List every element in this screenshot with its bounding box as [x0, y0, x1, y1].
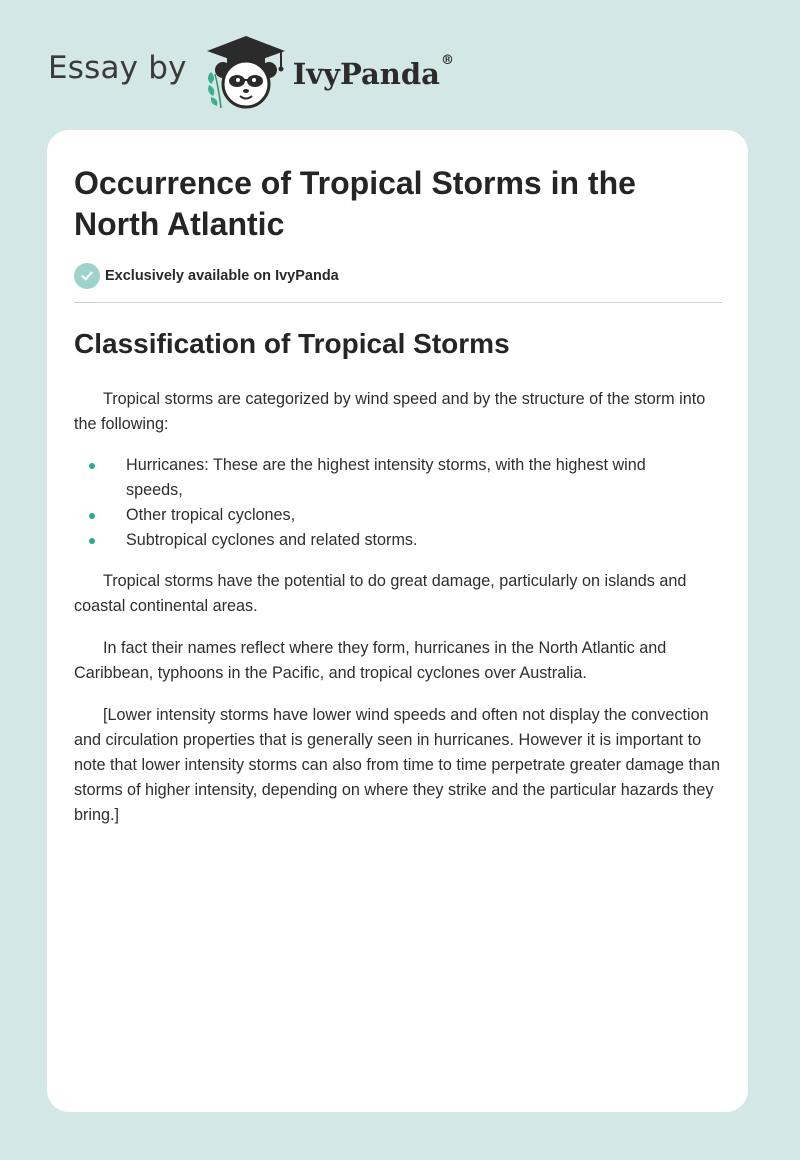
panda-graduate-logo-icon[interactable]: [203, 34, 289, 110]
exclusive-label: Exclusively available on IvyPanda: [105, 268, 339, 284]
intro-paragraph: Tropical storms are categorized by wind speed and by the structure of the storm into the following:: [74, 390, 706, 433]
list-item-text: Other tropical cyclones,: [126, 506, 296, 524]
brand-name[interactable]: [292, 53, 454, 91]
article-title: Occurrence of Tropical Storms in the North Atlantic: [74, 165, 636, 242]
list-item: [74, 453, 722, 503]
body-paragraph: In fact their names reflect where they form, hurricanes in the North Atlantic and Caribbean, typhoons in the Pacific, and tropical cyclones over Australia.: [74, 639, 667, 682]
registered-mark: ®: [440, 53, 454, 68]
list-item: [74, 503, 722, 528]
bullet-icon: [89, 538, 95, 544]
body-paragraph: [Lower intensity storms have lower wind speeds and often not display the convection and circulation properties that is generally seen in hurricanes. However it is important to note that lower intensity storms can also from time to time perpetrate greater damage than storms of higher intensity, depending on where they strike and the particular hazards they bring.]: [74, 706, 721, 824]
title-divider: [74, 302, 722, 303]
article-card: [47, 130, 748, 1112]
article-content: [47, 130, 748, 828]
body-paragraph: Tropical storms have the potential to do great damage, particularly on islands and coastal continental areas.: [74, 572, 687, 615]
brand-name-text: IvyPanda: [292, 57, 440, 91]
list-item-text: Subtropical cyclones and related storms.: [126, 531, 418, 549]
storm-types-list: [74, 453, 722, 553]
checkmark-icon: [74, 263, 100, 289]
essay-by-label: Essay by: [48, 50, 187, 86]
list-item: [74, 528, 722, 553]
bullet-icon: [89, 513, 95, 519]
bullet-icon: [89, 463, 95, 469]
list-item-text: Hurricanes: These are the highest intensity storms, with the highest wind speeds,: [126, 456, 646, 499]
exclusive-badge-row: [74, 263, 722, 289]
section-heading: Classification of Tropical Storms: [74, 328, 510, 359]
site-header: [48, 34, 454, 110]
